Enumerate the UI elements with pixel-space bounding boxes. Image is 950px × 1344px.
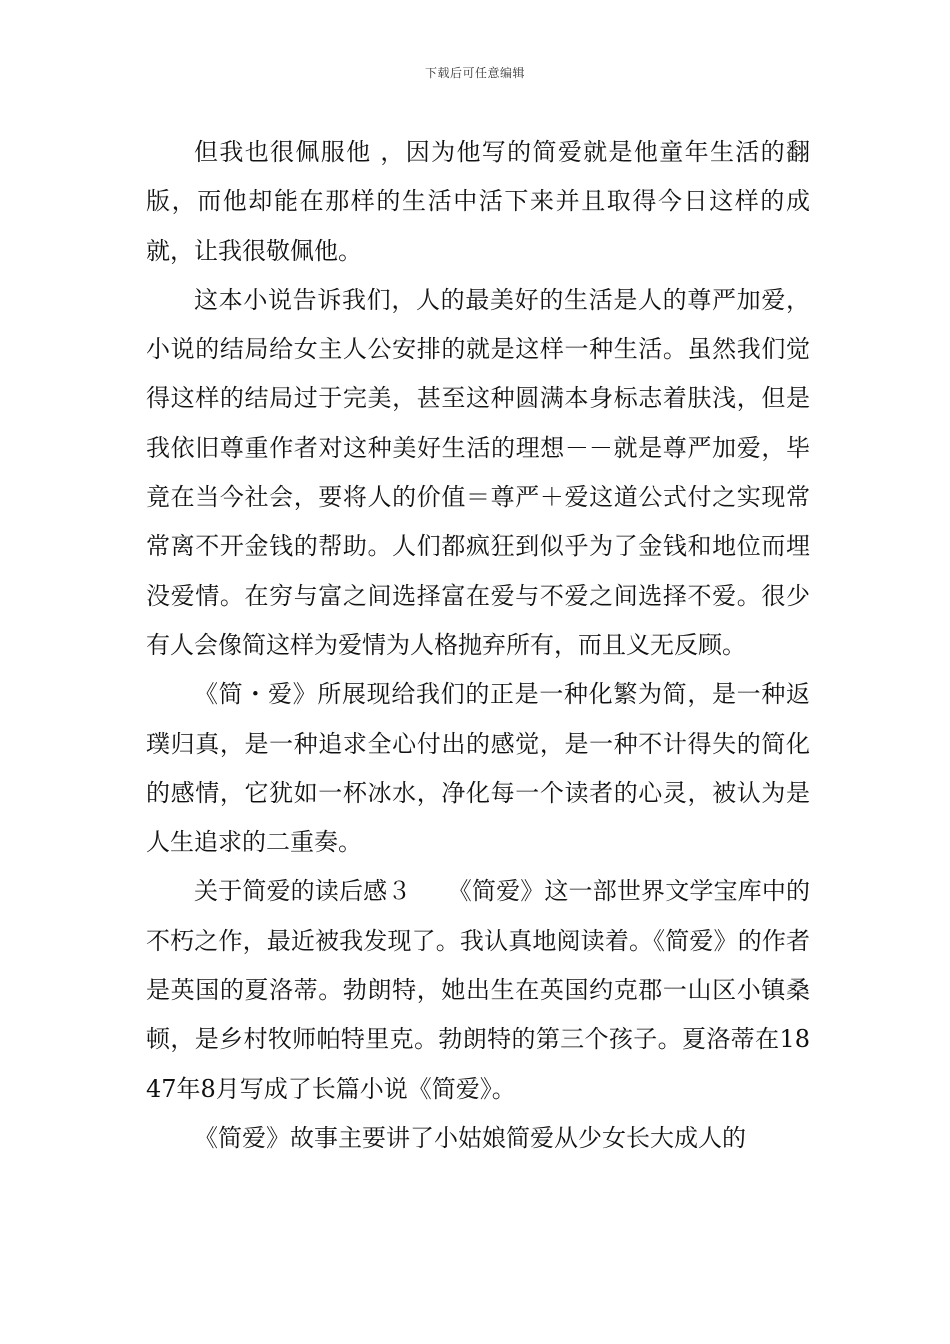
paragraph-4: 关于简爱的读后感３ 《简爱》这一部世界文学宝库中的不朽之作，最近被我发现了。我认真地阅读着。《简爱》的作者是英国的夏洛蒂。勃朗特，她出生在英国约克郡一山区小镇桑顿，是乡村牧师帕特里克。勃朗特的第三个孩子。夏洛蒂在1847年8月写成了长篇小说《简爱》。 (146, 877, 810, 1103)
document-body (146, 128, 810, 1163)
paragraph-3: 《简・爱》所展现给我们的正是一种化繁为简，是一种返璞归真，是一种追求全心付出的感觉，是一种不计得失的简化的感情，它犹如一杯冰水，净化每一个读者的心灵，被认为是人生追求的二重奏。 (146, 680, 810, 857)
paragraph-2: 这本小说告诉我们，人的最美好的生活是人的尊严加爱，小说的结局给女主人公安排的就是这样一种生活。虽然我们觉得这样的结局过于完美，甚至这种圆满本身标志着肤浅，但是我依旧尊重作者对这种美好生活的理想－－就是尊严加爱，毕竟在当今社会，要将人的价值＝尊严＋爱这道公式付之实现常常离不开金钱的帮助。人们都疯狂到似乎为了金钱和地位而埋没爱情。在穷与富之间选择富在爱与不爱之间选择不爱。很少有人会像简这样为爱情为人格抛弃所有，而且义无反顾。 (146, 285, 810, 659)
paragraph-5: 《简爱》故事主要讲了小姑娘简爱从少女长大成人的 (194, 1123, 746, 1152)
paragraph-1: 但我也很佩服他 ，因为他写的简爱就是他童年生活的翻版，而他却能在那样的生活中活下来并且取得今日这样的成就，让我很敬佩他。 (146, 138, 810, 265)
page-header: 下载后可任意编辑 (424, 66, 525, 80)
